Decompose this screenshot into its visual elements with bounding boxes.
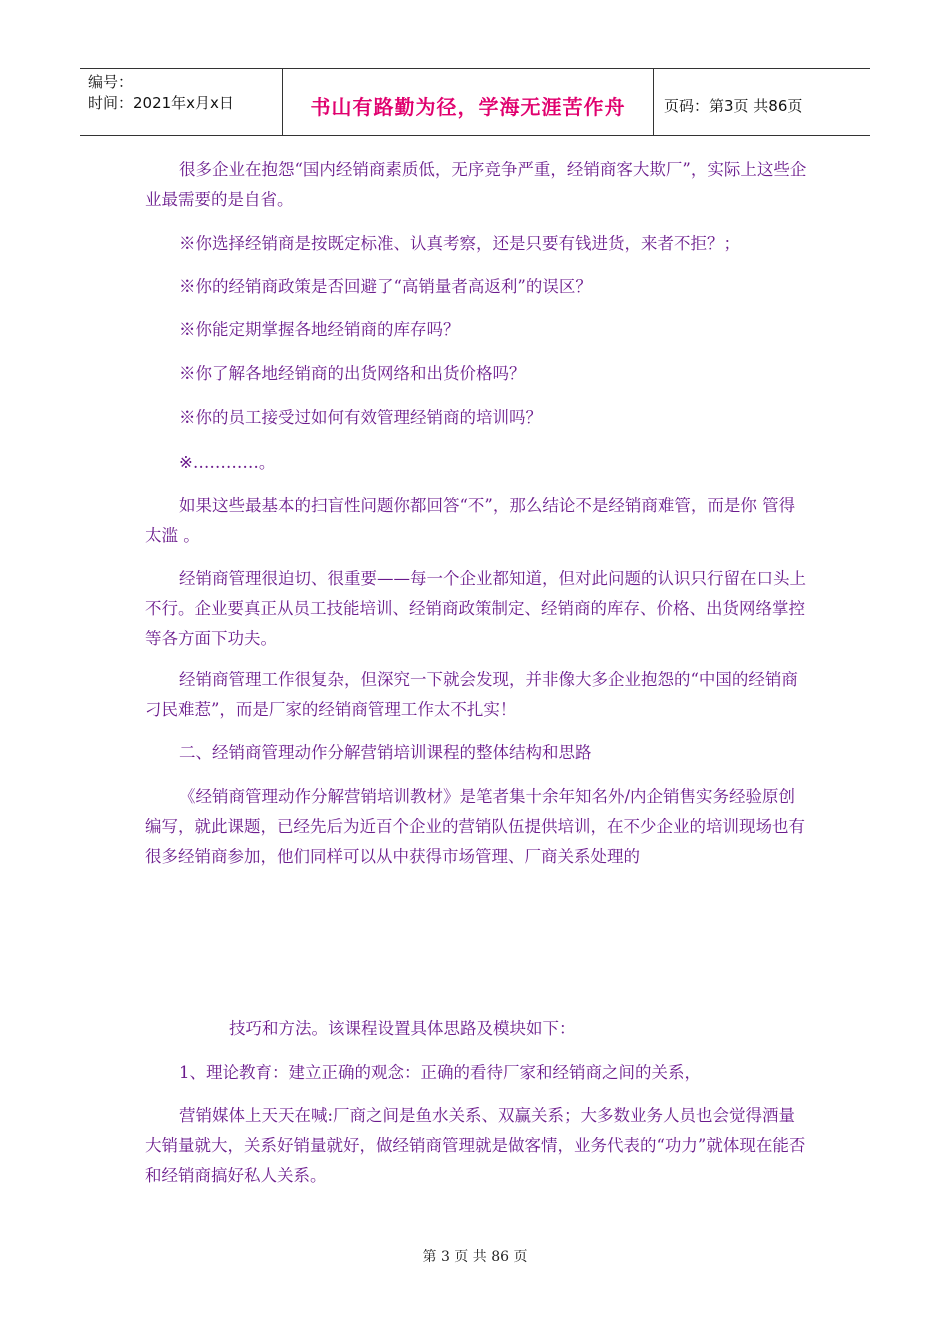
question-1: ※你选择经销商是按既定标准、认真考察，还是只要有钱进货，来者不拒？； bbox=[179, 234, 740, 253]
header-motto-cell bbox=[282, 69, 654, 135]
paragraph-skills-methods: 技巧和方法。该课程设置具体思路及模块如下： bbox=[229, 1019, 576, 1038]
document-date: 时间：2021年x月x日 bbox=[88, 94, 234, 112]
paragraph-management-complexity: 经销商管理工作很复杂，但深究一下就会发现，并非像大多企业抱怨的“中国的经销商刁民难惹”，而是厂家的经销商管理工作太不扎实！ bbox=[145, 670, 798, 719]
question-2: ※你的经销商政策是否回避了“高销量者高返利”的误区？ bbox=[179, 277, 592, 296]
list-item-theory-education: 1、理论教育：建立正确的观念：正确的看待厂家和经销商之间的关系， bbox=[179, 1063, 701, 1082]
header-motto: 书山有路勤为径，学海无涯苦作舟 bbox=[310, 94, 626, 119]
paragraph-media-claims: 营销媒体上天天在喊:厂商之间是鱼水关系、双赢关系；大多数业务人员也会觉得酒量大销量就大，关系好销量就好，做经销商管理就是做客情，业务代表的“功力”就体现在能否和经销商搞好私人关系。 bbox=[145, 1106, 806, 1185]
page-header bbox=[80, 68, 870, 136]
question-3: ※你能定期掌握各地经销商的库存吗？ bbox=[179, 320, 460, 339]
document-number: 编号： bbox=[88, 73, 134, 91]
page-footer: 第 3 页 共 86 页 bbox=[422, 1249, 528, 1265]
paragraph-intro: 很多企业在抱怨“国内经销商素质低，无序竞争严重，经销商客大欺厂”，实际上这些企业最需要的是自省。 bbox=[145, 160, 807, 209]
question-6: ※…………。 bbox=[179, 453, 276, 472]
paragraph-conclusion: 如果这些最基本的扫盲性问题你都回答“不”，那么结论不是经销商难管，而是你 管得太滥 。 bbox=[145, 496, 796, 545]
header-page-number: 页码：第3页 共86页 bbox=[664, 96, 803, 115]
question-4: ※你了解各地经销商的出货网络和出货价格吗？ bbox=[179, 364, 526, 383]
paragraph-course-intro: 《经销商管理动作分解营销培训教材》是笔者集十余年知名外/内企销售实务经验原创编写，就此课题，已经先后为近百个企业的营销队伍提供培训，在不少企业的培训现场也有很多经销商参加，他们同样可以从中获得市场管理、厂商关系处理的 bbox=[145, 787, 805, 866]
section-heading-2: 二、经销商管理动作分解营销培训课程的整体结构和思路 bbox=[179, 743, 592, 762]
paragraph-management-urgency: 经销商管理很迫切、很重要——每一个企业都知道，但对此问题的认识只行留在口头上不行。企业要真正从员工技能培训、经销商政策制定、经销商的库存、价格、出货网络掌控等各方面下功夫。 bbox=[145, 569, 806, 648]
header-meta bbox=[80, 69, 282, 135]
question-5: ※你的员工接受过如何有效管理经销商的培训吗？ bbox=[179, 408, 542, 427]
